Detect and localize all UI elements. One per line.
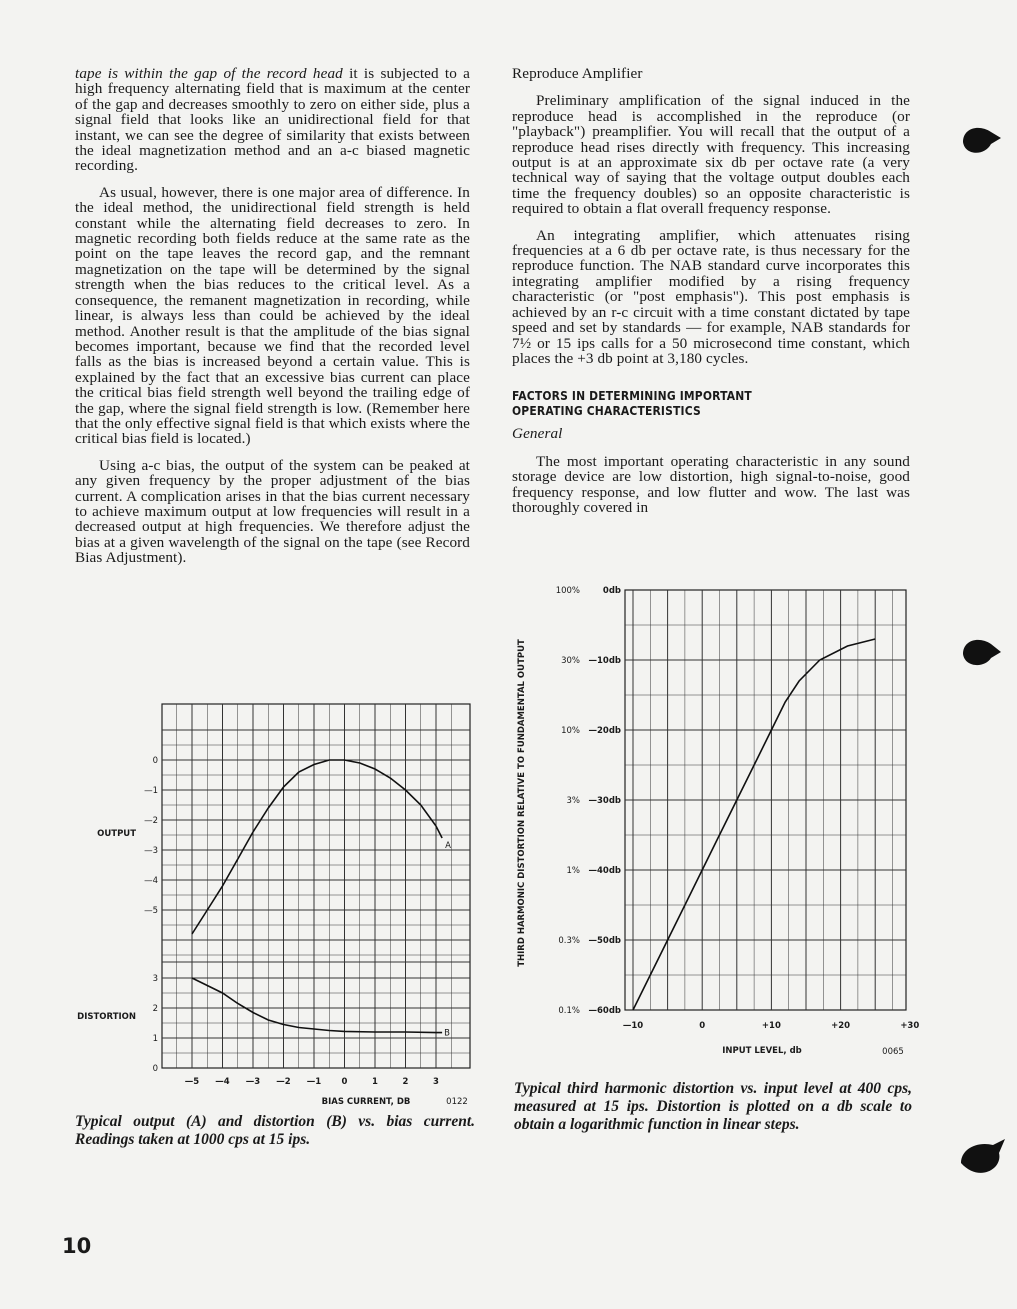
output-curve-a bbox=[192, 760, 442, 934]
x-tick-label: 0 bbox=[699, 1021, 706, 1031]
x-axis-label: BIAS CURRENT, DB bbox=[321, 1097, 411, 1107]
distortion-tick-label: 2 bbox=[152, 1004, 158, 1014]
x-tick-label: —5 bbox=[184, 1077, 200, 1087]
x-axis-label: INPUT LEVEL, db bbox=[722, 1046, 802, 1056]
x-tick-label: 0 bbox=[341, 1077, 348, 1087]
left-paragraph-2: As usual, however, there is one major area of difference. In the ideal method, the unidirectional field strength is held constant while the alternating field decreases to zero. In magnetic recording both fields reduce at the same rate as the point on the tape leaves the record gap, and the remnant magnetization on the tape will be determined by the signal strength when the bias reduces to the critical level. As a consequence, the remanent magnetization in recording, while linear, is always less than could be achieved by the ideal method. Another result is that the amplitude of the bias signal becomes important, because we find that the recorded level falls as the bias is increased beyond a certain value. This is explained by the fact that an excessive bias current can place the critical bias field strength well beyond the trailing edge of the gap, where the signal field strength is low. (Remember here that the only effective signal field is that which exists where the critical bias field is located.) bbox=[75, 183, 470, 448]
percent-tick-label: 0.3% bbox=[558, 936, 580, 946]
distortion-tick-label: 1 bbox=[152, 1034, 158, 1044]
page-number: 10 bbox=[62, 1234, 92, 1258]
right-chart-tick-labels bbox=[517, 586, 919, 1057]
output-grid bbox=[162, 704, 470, 1068]
left-paragraph-3: Using a-c bias, the output of the system can be peaked at any given frequency by the proper adjustment of the bias current. A complication arises in that the bias current necessary to achieve maximum output at low frequencies will result in a decreased output at high frequencies. We therefore adjust the bias at a given wavelength of the signal on the tape (see Record Bias Adjustment). bbox=[75, 456, 470, 567]
right-paragraph-3: The most important operating characteristic in any sound storage device are low distortion, high signal-to-noise, good frequency response, and low flutter and wow. The last was thoroughly covered in bbox=[512, 452, 910, 516]
db-tick-label: —30db bbox=[588, 796, 621, 806]
distortion-tick-label: 0 bbox=[152, 1064, 158, 1074]
x-tick-label: +20 bbox=[831, 1021, 851, 1031]
subheading-reproduce-amplifier: Reproduce Amplifier bbox=[512, 65, 643, 82]
curve-b-label: B bbox=[444, 1028, 450, 1039]
db-tick-label: —40db bbox=[588, 866, 621, 876]
x-tick-label: —4 bbox=[215, 1077, 230, 1087]
output-tick-label: —5 bbox=[144, 906, 158, 916]
section-heading-line-1: FACTORS IN DETERMINING IMPORTANT bbox=[512, 388, 752, 404]
x-tick-label: 3 bbox=[433, 1077, 439, 1087]
distortion-curve-b bbox=[192, 978, 442, 1033]
percent-tick-label: 1% bbox=[566, 866, 580, 876]
binder-hole-3 bbox=[955, 1135, 1010, 1185]
percent-tick-label: 10% bbox=[561, 726, 580, 736]
figure-code: 0065 bbox=[882, 1047, 904, 1057]
db-tick-label: —10db bbox=[588, 656, 621, 666]
right-paragraph-2: An integrating amplifier, which attenuates rising frequencies at a 6 db per octave rate, is thus necessary for the reproduce function. The NAB standard curve incorporates this integrating amplifier modified by a rising frequency characteristic (or "post emphasis"). This post emphasis is achieved by an r-c circuit with a time constant dictated by tape speed and set by standards — for example, NAB standards for 7½ or 15 ips calls for a 50 microsecond time constant, which places the +3 db point at 3,180 cycles. bbox=[512, 226, 910, 367]
output-tick-label: —4 bbox=[144, 876, 158, 886]
left-figure-caption: Typical output (A) and distortion (B) vs. bias current. Readings taken at 1000 cps at 15 ips. bbox=[75, 1113, 475, 1148]
bias-current-chart bbox=[60, 700, 480, 1110]
right-column bbox=[512, 66, 910, 526]
x-tick-label: —2 bbox=[276, 1077, 291, 1087]
binder-hole-1 bbox=[955, 120, 1005, 164]
output-tick-label: —3 bbox=[144, 846, 158, 856]
binder-hole-2 bbox=[955, 632, 1005, 676]
x-tick-label: 2 bbox=[402, 1077, 409, 1087]
output-curve-group bbox=[192, 760, 451, 934]
x-tick-label: —1 bbox=[306, 1077, 322, 1087]
percent-tick-label: 100% bbox=[555, 586, 580, 596]
y-axis-label: THIRD HARMONIC DISTORTION RELATIVE TO FUNDAMENTAL OUTPUT bbox=[517, 639, 527, 967]
section-heading-line-2: OPERATING CHARACTERISTICS bbox=[512, 403, 701, 419]
percent-tick-label: 30% bbox=[561, 656, 580, 666]
left-paragraph-1 bbox=[75, 66, 470, 174]
figure-code: 0122 bbox=[446, 1097, 468, 1107]
x-tick-label: —10 bbox=[622, 1021, 644, 1031]
percent-tick-label: 0.1% bbox=[558, 1006, 580, 1016]
distortion-tick-label: 3 bbox=[152, 974, 158, 984]
db-tick-label: —60db bbox=[588, 1006, 621, 1016]
left-paragraph-1-italic: tape is within the gap of the record head bbox=[75, 65, 343, 82]
percent-tick-label: 3% bbox=[566, 796, 580, 806]
db-tick-label: —20db bbox=[588, 726, 621, 736]
output-axis-label: OUTPUT bbox=[97, 829, 136, 839]
curve-a-label: A bbox=[445, 841, 451, 851]
subheading-general: General bbox=[512, 425, 563, 443]
chart-frame bbox=[162, 704, 470, 1068]
db-tick-label: —50db bbox=[588, 936, 621, 946]
section-heading bbox=[512, 388, 854, 418]
distortion-axis-label: DISTORTION bbox=[77, 1012, 136, 1022]
x-tick-label: 1 bbox=[372, 1077, 378, 1087]
left-chart-tick-labels bbox=[77, 756, 468, 1107]
distortion-db-grid bbox=[625, 590, 906, 1010]
right-paragraph-1: Preliminary amplification of the signal induced in the reproduce head is accomplished in the reproduce (or "playback") preamplifier. You will recall that the output of a reproduce head rises directly with frequency. This increasing output is at an approximate six db per octave rate (a very technical way of saying that the voltage output doubles each time the frequency doubles) so an opposite characteristic is required to obtain a flat overall frequency response. bbox=[512, 92, 910, 218]
output-tick-label: —2 bbox=[144, 816, 158, 826]
output-tick-label: —1 bbox=[144, 786, 158, 796]
distortion-grid bbox=[162, 962, 470, 1053]
third-harmonic-chart bbox=[500, 578, 920, 1078]
output-tick-label: 0 bbox=[152, 756, 158, 766]
x-tick-label: +30 bbox=[900, 1021, 920, 1031]
right-figure-caption: Typical third harmonic distortion vs. input level at 400 cps, measured at 15 ips. Distortion is plotted on a db scale to obtain a logarithmic function in linear steps. bbox=[514, 1080, 912, 1133]
left-paragraph-1-rest: it is subjected to a high frequency alternating field that is maximum at the center of the gap and decreases smoothly to zero on either side, plus a signal field that looks like an unidirectional field for that instant, we can see the degree of similarity that exists between the ideal magnetization method and an a-c biased magnetic recording. bbox=[75, 65, 471, 175]
x-tick-label: +10 bbox=[761, 1021, 781, 1031]
left-column bbox=[75, 66, 470, 577]
x-tick-label: —3 bbox=[245, 1077, 261, 1087]
db-tick-label: 0db bbox=[602, 586, 621, 596]
